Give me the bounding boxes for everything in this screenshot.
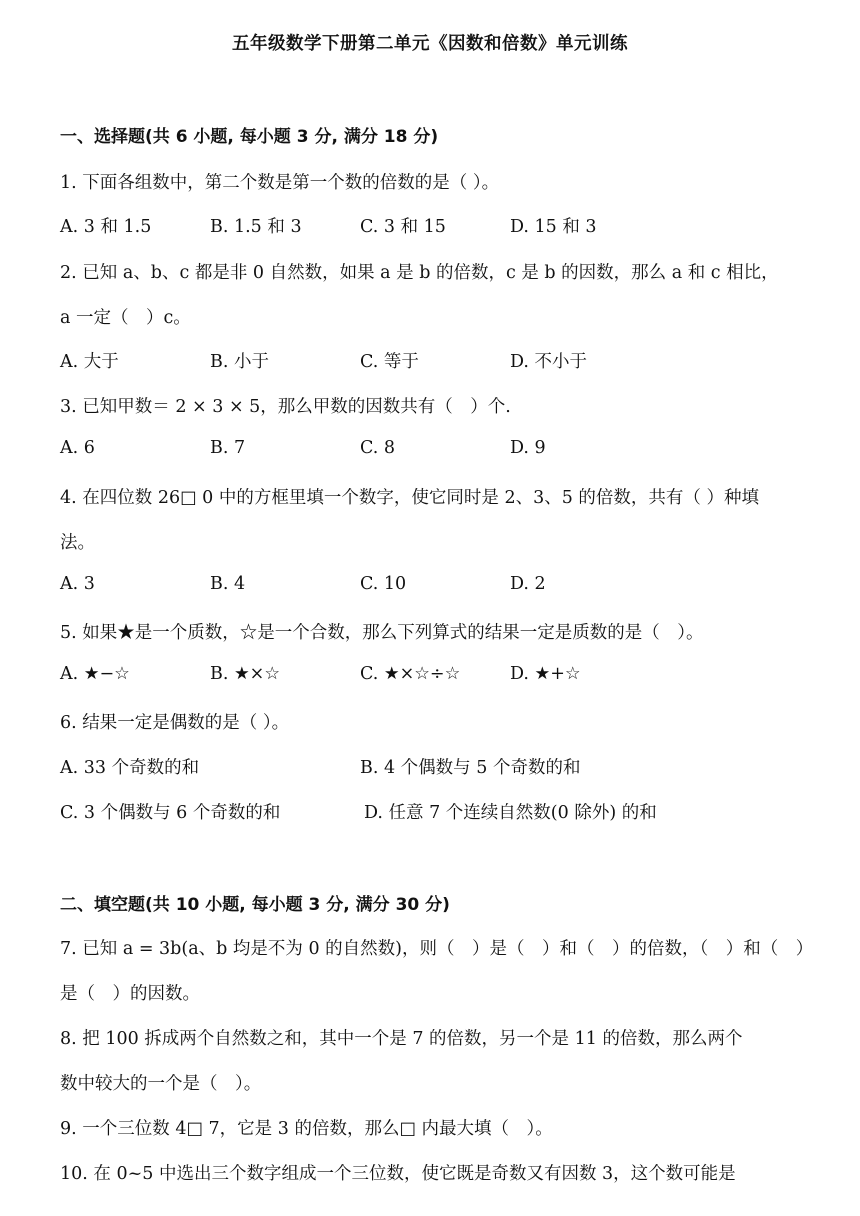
question-3-options (60, 438, 840, 462)
option-a: A. 33 个奇数的和 (60, 758, 200, 778)
question-7-line1: 7. 已知 a = 3b(a、b 均是不为 0 的自然数)，则（ ）是（ ）和（ ）的倍数，（ ）和（ ） (60, 939, 814, 959)
question-7-line2: 是（ ）的因数。 (60, 984, 200, 1004)
option-d: D. 15 和 3 (510, 217, 597, 237)
question-1-stem: 1. 下面各组数中，第二个数是第一个数的倍数的是（ ）。 (60, 173, 500, 193)
question-5-stem: 5. 如果★是一个质数，☆是一个合数，那么下列算式的结果一定是质数的是（ ）。 (60, 623, 704, 643)
question-10-line1: 10. 在 0~5 中选出三个数字组成一个三位数，使它既是奇数又有因数 3，这个数可能是 (60, 1164, 736, 1184)
question-6-options-row1 (60, 754, 840, 778)
option-c: C. 3 个偶数与 6 个奇数的和 (60, 803, 281, 823)
option-d: D. 9 (510, 438, 546, 458)
question-6-stem: 6. 结果一定是偶数的是（ ）。 (60, 713, 290, 733)
question-4-options (60, 574, 840, 598)
option-a: A. 3 (60, 574, 95, 594)
option-b: B. ★×☆ (210, 664, 281, 684)
option-c: C. 8 (360, 438, 396, 458)
option-a: A. ★−☆ (60, 664, 130, 684)
page-title: 五年级数学下册第二单元《因数和倍数》单元训练 (232, 34, 628, 54)
option-c: C. 3 和 15 (360, 217, 446, 237)
question-2-options (60, 348, 840, 372)
option-a: A. 大于 (60, 352, 119, 372)
question-8-line1: 8. 把 100 拆成两个自然数之和，其中一个是 7 的倍数，另一个是 11 的倍数，那么两个 (60, 1029, 743, 1049)
option-d: D. 任意 7 个连续自然数(0 除外) 的和 (364, 803, 657, 823)
option-d: D. ★+☆ (510, 664, 581, 684)
question-2-stem-line2: a 一定（ ）c。 (60, 308, 191, 328)
question-3-stem: 3. 已知甲数＝ 2 × 3 × 5，那么甲数的因数共有（ ）个. (60, 397, 511, 417)
option-b: B. 7 (210, 438, 246, 458)
question-9-line1: 9. 一个三位数 4□ 7，它是 3 的倍数，那么□ 内最大填（ ）。 (60, 1119, 553, 1139)
option-b: B. 小于 (210, 352, 269, 372)
question-4-stem-line1: 4. 在四位数 26□ 0 中的方框里填一个数字，使它同时是 2、3、5 的倍数，共有（ ）种填 (60, 488, 759, 508)
option-d: D. 2 (510, 574, 546, 594)
section-heading-choice: 一、选择题(共 6 小题, 每小题 3 分, 满分 18 分) (60, 127, 439, 147)
option-a: A. 6 (60, 438, 95, 458)
option-d: D. 不小于 (510, 352, 588, 372)
option-c: C. 等于 (360, 352, 419, 372)
question-5-options (60, 664, 840, 688)
option-b: B. 1.5 和 3 (210, 217, 302, 237)
option-b: B. 4 (210, 574, 246, 594)
option-c: C. ★×☆÷☆ (360, 664, 461, 684)
question-2-stem-line1: 2. 已知 a、b、c 都是非 0 自然数，如果 a 是 b 的倍数，c 是 b 的因数，那么 a 和 c 相比， (60, 263, 779, 283)
question-8-line2: 数中较大的一个是（ ）。 (60, 1074, 262, 1094)
question-6-options-row2 (60, 799, 840, 823)
option-b: B. 4 个偶数与 5 个奇数的和 (360, 758, 581, 778)
section-heading-fill-in: 二、填空题(共 10 小题, 每小题 3 分, 满分 30 分) (60, 895, 450, 915)
question-1-options (60, 213, 840, 237)
option-a: A. 3 和 1.5 (60, 217, 152, 237)
option-c: C. 10 (360, 574, 407, 594)
question-4-stem-line2: 法。 (60, 533, 95, 553)
